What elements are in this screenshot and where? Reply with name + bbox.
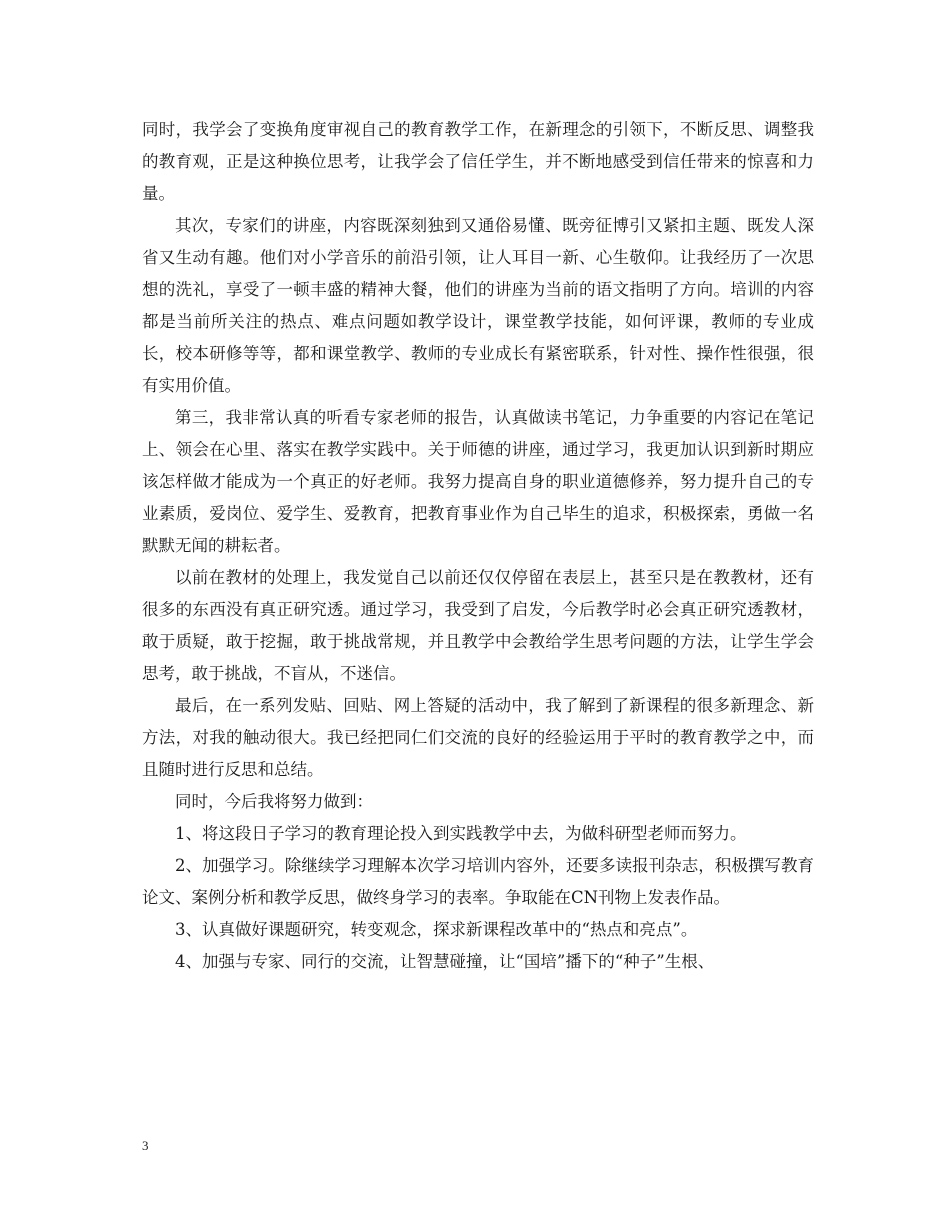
paragraph-6: 同时，今后我将努力做到： xyxy=(175,792,373,811)
list-item-1: 1、将这段日子学习的教育理论投入到实践教学中去，为做科研型老师而努力。 xyxy=(175,824,747,843)
list-item-2: 2、加强学习。除继续学习理解本次学习培训内容外，还要多读报刊杂志，积极撰写教育论文、案例分析和教学反思，做终身学习的表率。争取能在CN刊物上发表作品。 xyxy=(142,856,814,907)
list-item-3: 3、认真做好课题研究，转变观念，探求新课程改革中的“热点和亮点”。 xyxy=(175,920,698,939)
paragraph-4: 以前在教材的处理上，我发觉自己以前还仅仅停留在表层上，甚至只是在教教材，还有很多的东西没有真正研究透。通过学习，我受到了启发，今后教学时必会真正研究透教材，敢于质疑，敢于挖掘，敢于挑战常规，并且教学中会教给学生思考问题的方法，让学生学会思考，敢于挑战，不盲从，不迷信。 xyxy=(142,568,814,683)
list-item-4: 4、加强与专家、同行的交流，让智慧碰撞，让“国培”播下的“种子”生根、 xyxy=(175,952,715,971)
page-number: 3 xyxy=(142,1138,149,1153)
paragraph-1: 同时，我学会了变换角度审视自己的教育教学工作，在新理念的引领下，不断反思、调整我的教育观，正是这种换位思考，让我学会了信任学生，并不断地感受到信任带来的惊喜和力量。 xyxy=(142,120,814,203)
document-body xyxy=(142,114,814,978)
paragraph-2: 其次，专家们的讲座，内容既深刻独到又通俗易懂、既旁征博引又紧扣主题、既发人深省又生动有趣。他们对小学音乐的前沿引领，让人耳目一新、心生敬仰。让我经历了一次思想的洗礼，享受了一顿丰盛的精神大餐，他们的讲座为当前的语文指明了方向。培训的内容都是当前所关注的热点、难点问题如教学设计，课堂教学技能，如何评课，教师的专业成长，校本研修等等，都和课堂教学、教师的专业成长有紧密联系，针对性、操作性很强，很有实用价值。 xyxy=(142,216,814,395)
paragraph-5: 最后，在一系列发贴、回贴、网上答疑的活动中，我了解到了新课程的很多新理念、新方法，对我的触动很大。我已经把同仁们交流的良好的经验运用于平时的教育教学之中，而且随时进行反思和总结。 xyxy=(142,696,814,779)
paragraph-3: 第三，我非常认真的听看专家老师的报告，认真做读书笔记，力争重要的内容记在笔记上、领会在心里、落实在教学实践中。关于师德的讲座，通过学习，我更加认识到新时期应该怎样做才能成为一个真正的好老师。我努力提高自身的职业道德修养，努力提升自己的专业素质，爱岗位、爱学生、爱教育，把教育事业作为自己毕生的追求，积极探索，勇做一名默默无闻的耕耘者。 xyxy=(142,408,814,555)
